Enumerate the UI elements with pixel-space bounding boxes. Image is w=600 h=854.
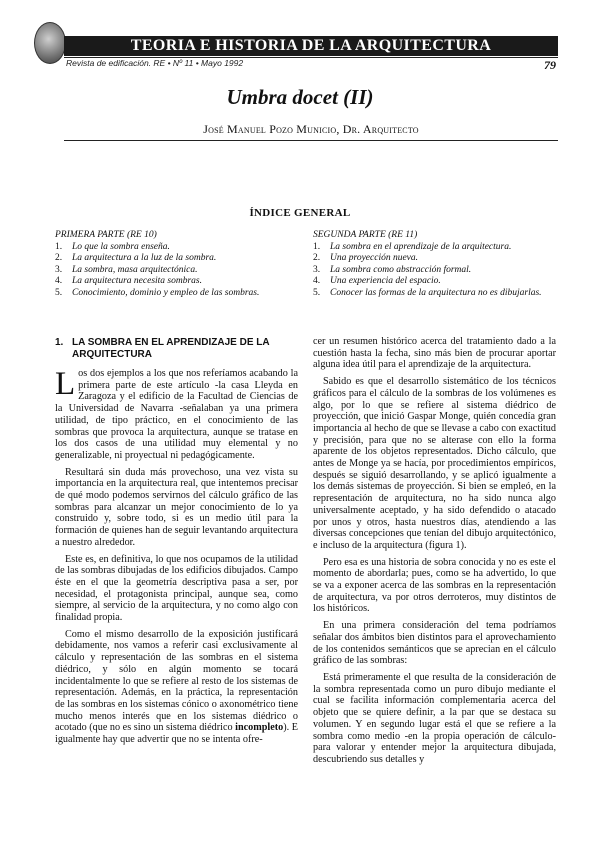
index-item [313,253,568,265]
index-item-number: 1. [313,241,321,252]
drop-cap: L [55,366,76,402]
paragraph: Está primeramente el que resulta de la consideración de la sombra representada como un puro dibujo mediante el cual se facilita información complementaria acerca del objeto que se quiere definir, a la par que se destaca su volumen. Y en segundo lugar está el que se refiere a la sombra como medio -en la propia operación de cálculo- para valorar y entender mejor la arquitectura dibujada, descubriendo sus detalles y [313,671,556,765]
paragraph [55,368,298,462]
index-item [55,276,310,288]
index-item-text: La arquitectura a la luz de la sombra. [72,253,217,263]
paragraph: En una primera consideración del tema podríamos señalar dos ámbitos bien distintos para el aprovechamiento de los contenidos semánticos que se aprecian en el cálculo gráfico de las sombras: [313,620,556,667]
paragraph: Pero esa es una historia de sobra conocida y no es este el momento de abordarla; pues, como se ha advertido, lo que se va a exponer acerca de las sombras en la representación de arquitectura, va por otros derroteros, muy distintos de los históricos. [313,556,556,615]
index-item-number: 5. [55,287,63,298]
index-item-text: La arquitectura necesita sombras. [72,276,203,286]
paragraph-text: ). E igualmente hay que advertir que no se intenta ofre- [55,722,299,746]
paragraph [55,629,298,746]
body-column-right [313,336,556,771]
index-item-number: 3. [55,264,63,275]
page-number: 79 [544,58,556,72]
paragraph-text: os dos ejemplos a los que nos referíamos acabando la primera parte de este artículo -la casa Lleyda en Zaragoza y el edificio de la Facultad de Ciencias de la Universidad de Navarra -señalaban ya una primera utilidad, de tipo práctico, en el conocimiento de las sombras que provoca la arquitectura, aunque se tratase en los dos casos de una utilidad muy elemental y no generalizable, ni proyectual ni pedagógicamente. [55,368,298,461]
index-first-part [55,230,310,299]
journal-seal-icon [34,22,66,64]
index-item-text: Conocer las formas de la arquitectura no es dibujarlas. [330,287,542,298]
emphasis-text: incompleto [235,722,284,734]
index-first-heading: PRIMERA PARTE (RE 10) [55,230,157,240]
paragraph: Resultará sin duda más provechoso, una vez vista su importancia en la arquitectura real, que intentemos precisar de qué modo podemos servirnos del cálculo gráfico de las sombras para alcanzar un mejor conocimiento de lo ya construido y, sobre todo, si es un medio útil para la formación de quienes han de seguir levantando arquitectura a nuestro alrededor. [55,466,298,548]
index-item-number: 2. [55,253,63,263]
index-second-heading: SEGUNDA PARTE (RE 11) [313,230,418,240]
index-item-number: 4. [313,276,321,286]
index-item [313,242,568,254]
section-heading [55,337,300,361]
paragraph: cer un resumen histórico acerca del tratamiento dado a la cuestión hasta la fecha, sino más bien de procurar aportar alguna idea útil para el aprendizaje de la arquitectura. [313,336,556,371]
paragraph-text: Como el mismo desarrollo de la exposición justificará debidamente, nos vamos a referir casi exclusivamente al cálculo y representación de las sombras en el sistema diédrico, y sólo en algún momento se tocará incidentalmente lo que se refiere al resto de los sistemas de representación. Además, en la práctica, la representación de las sombras en los sistemas cónico o axonométrico tiene mucho menos interés que en los sistemas diédrico o acotado (que no es sino un sistema diédrico [55,628,298,734]
section-number: 1. [55,337,64,348]
paragraph: Este es, en definitiva, lo que nos ocupamos de la utilidad de las sombras dibujadas de los edificios dibujados. Campo éste en el que la geometría descriptiva pasa a ser, por necesidad, el protagonista principal, aunque sea, como siempre, al servicio de la arquitectura, y no como algo con finalidad propia. [55,553,298,624]
index-item [313,276,568,288]
index-item [55,242,310,254]
author-rule [64,140,558,141]
index-second-part [313,230,568,299]
index-item-number: 1. [55,241,63,252]
index-item-text: La sombra en el aprendizaje de la arquitectura. [330,241,512,252]
index-item-number: 2. [313,253,321,263]
index-item [55,265,310,277]
index-item-text: Conocimiento, dominio y empleo de las sombras. [72,287,260,298]
index-item-number: 4. [55,276,63,286]
journal-line: Revista de edificación. RE • Nº 11 • Mayo 1992 [66,58,244,68]
index-item-number: 5. [313,287,321,298]
index-item-text: Una proyección nueva. [330,253,419,263]
section-banner: TEORIA E HISTORIA DE LA ARQUITECTURA [64,36,558,56]
paragraph: Sabido es que el desarrollo sistemático de los técnicos gráficos para el cálculo de la sombras de los volúmenes es algo, por lo que se refiere al sistema diédrico de proyección, que inició Gaspar Monge, quién concedía gran importancia al hecho de que se llevase a cabo con exactitud y precisión, para que no se alterase con ello la forma aparente de los objetos representados. Dicho cálculo, que antes de Monge ya se hacía, por procedimientos empíricos, después se siguió desarrollando, y se aplicó igualmente a los demás sistemas de proyección. Si bien se empleó, en la representación de arquitectura, no ha sido nunca algo universalmente aceptado, y ha sido defendido o atacado por unos y otros, hasta nuestros días, atendiendo a las diversas concepciones que tenían del dibujo arquitectónico, e incluso de la arquitectura (figura 1). [313,376,556,551]
body-column-left [55,368,298,751]
index-item-text: La sombra como abstracción formal. [330,264,472,275]
section-heading-text: LA SOMBRA EN EL APRENDIZAJE DE LA ARQUITECTURA [72,337,270,360]
index-item-text: Lo que la sombra enseña. [72,241,170,252]
index-item-text: La sombra, masa arquitectónica. [72,264,198,275]
index-title: ÍNDICE GENERAL [249,207,351,219]
index-item [55,288,310,300]
article-title: Umbra docet (II) [226,85,374,109]
article-author: José Manuel Pozo Municio, Dr. Arquitecto [203,122,419,136]
index-item [313,288,568,300]
index-item [55,253,310,265]
index-item-text: Una experiencia del espacio. [330,276,441,286]
index-item-number: 3. [313,264,321,275]
index-item [313,265,568,277]
